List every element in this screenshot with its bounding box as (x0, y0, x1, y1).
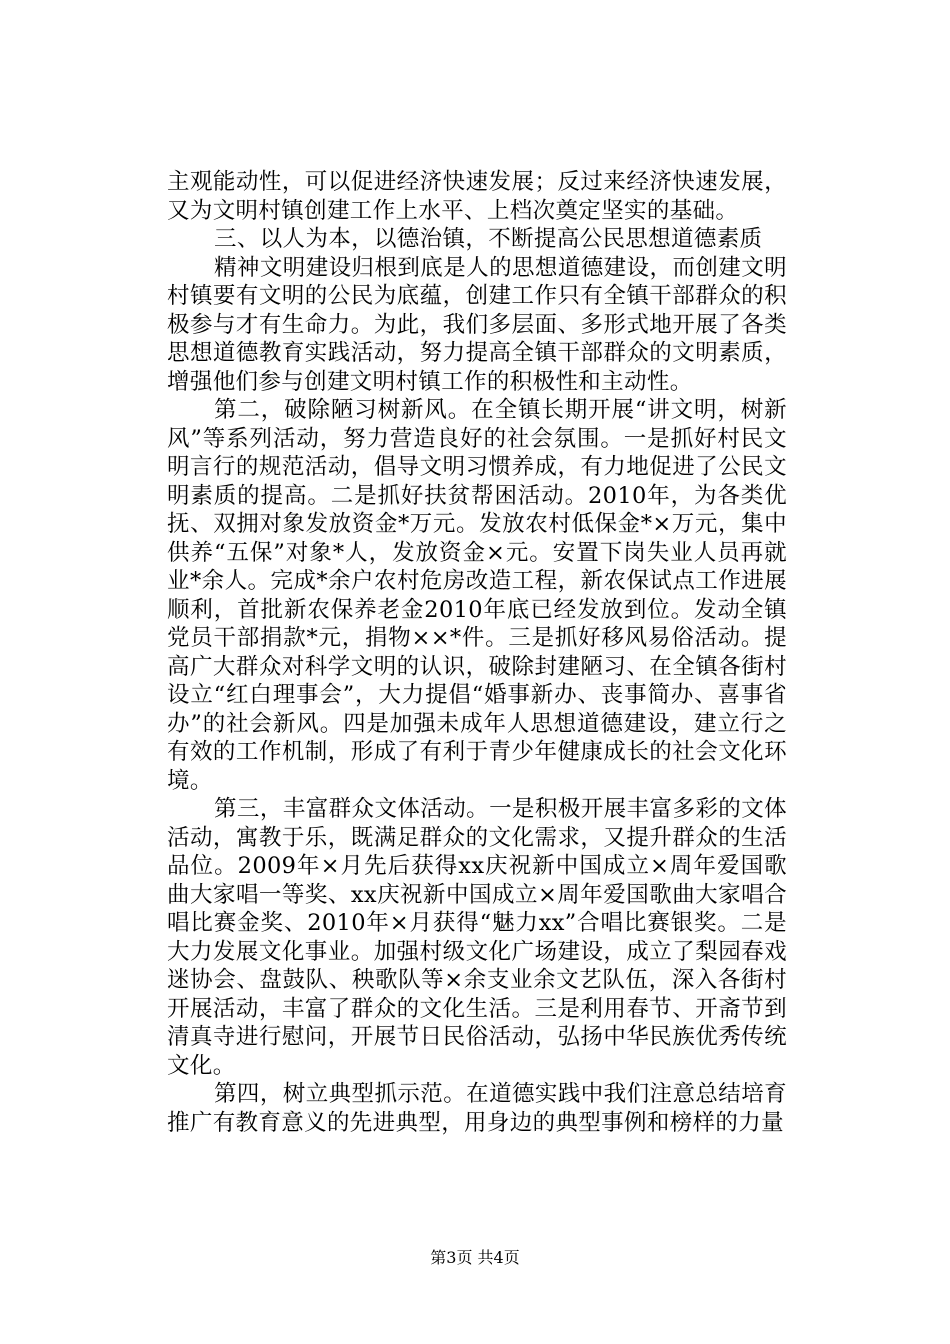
paragraph-fourth: 第四，树立典型抓示范。在道德实践中我们注意总结培育推广有教育意义的先进典型，用身边的典型事例和榜样的力量 (167, 1081, 787, 1136)
page-footer: 第3页 共4页 (430, 1248, 520, 1267)
paragraph-third: 第三，丰富群众文体活动。一是积极开展丰富多彩的文体活动，寓教于乐，既满足群众的文化需求，又提升群众的生活品位。2009年×月先后获得xx庆祝新中国成立×周年爱国歌曲大家唱一等奖、xx庆祝新中国成立×周年爱国歌曲大家唱合唱比赛金奖、2010年×月获得“魅力xx”合唱比赛银奖。二是大力发展文化事业。加强村级文化广场建设，成立了梨园春戏迷协会、盘鼓队、秧歌队等×余支业余文艺队伍，深入各街村开展活动，丰富了群众的文化生活。三是利用春节、开斋节到清真寺进行慰问，开展节日民俗活动，弘扬中华民族优秀传统文化。 (167, 796, 787, 1079)
section-heading: 三、以人为本，以德治镇，不断提高公民思想道德素质 (214, 226, 763, 252)
paragraph-intro: 精神文明建设归根到底是人的思想道德建设，而创建文明村镇要有文明的公民为底蕴，创建工作只有全镇干部群众的积极参与才有生命力。为此，我们多层面、多形式地开展了各类思想道德教育实践活动，努力提高全镇干部群众的文明素质，增强他们参与创建文明村镇工作的积极性和主动性。 (167, 254, 787, 395)
paragraph-second: 第二，破除陋习树新风。在全镇长期开展“讲文明，树新风”等系列活动，努力营造良好的社会氛围。一是抓好村民文明言行的规范活动，倡导文明习惯养成，有力地促进了公民文明素质的提高。二是抓好扶贫帮困活动。2010年，为各类优抚、双拥对象发放资金*万元。发放农村低保金*×万元，集中供养“五保”对象*人，发放资金×元。安置下岗失业人员再就业*余人。完成*余户农村危房改造工程，新农保试点工作进展顺利，首批新农保养老金2010年底已经发放到位。发动全镇党员干部捐款*元，捐物××*件。三是抓好移风易俗活动。提高广大群众对科学文明的认识，破除封建陋习、在全镇各街村设立“红白理事会”，大力提倡“婚事新办、丧事简办、喜事省办”的社会新风。四是加强未成年人思想道德建设，建立行之有效的工作机制，形成了有利于青少年健康成长的社会文化环境。 (167, 397, 787, 794)
document-body (0, 168, 950, 1208)
paragraph-continued: 主观能动性，可以促进经济快速发展；反过来经济快速发展，又为文明村镇创建工作上水平、上档次奠定坚实的基础。 (167, 169, 787, 224)
